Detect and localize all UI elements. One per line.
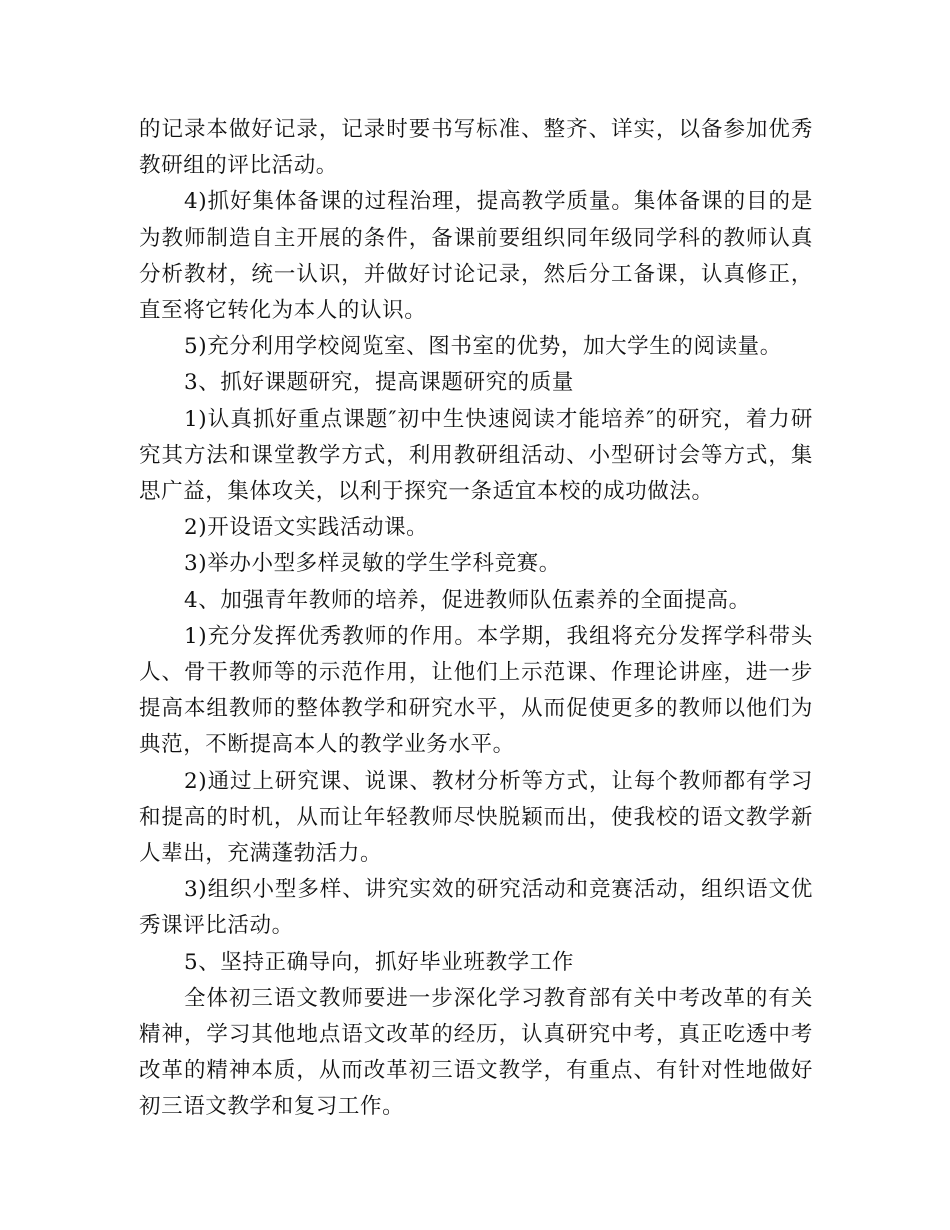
paragraph: 5)充分利用学校阅览室、图书室的优势，加大学生的阅读量。 [184,334,782,360]
paragraph: 2)开设语文实践活动课。 [184,515,429,541]
paragraph: 全体初三语文教师要进一步深化学习教育部有关中考改革的有关精神，学习其他地点语文改革的经历，认真研究中考，真正吃透中考改革的精神本质，从而改革初三语文教学，有重点、有针对性地做好初三语文教学和复习工作。 [139,985,813,1120]
paragraph: 3)组织小型多样、讲究实效的研究活动和竞赛活动，组织语文优秀课评比活动。 [139,877,813,939]
paragraph: 4)抓好集体备课的过程治理，提高教学质量。集体备课的目的是为教师制造自主开展的条件，备课前要组织同年级同学科的教师认真分析教材，统一认识，并做好讨论记录，然后分工备课，认真修正，直至将它转化为本人的认识。 [139,189,813,324]
paragraph: 的记录本做好记录，记录时要书写标准、整齐、详实，以备参加优秀教研组的评比活动。 [139,117,813,179]
section-heading: 4、加强青年教师的培养，促进教师队伍素养的全面提高。 [184,587,751,613]
paragraph: 2)通过上研究课、说课、教材分析等方式，让每个教师都有学习和提高的时机，从而让年轻教师尽快脱颖而出，使我校的语文教学新人辈出，充满蓬勃活力。 [139,768,813,867]
paragraph: 1)认真抓好重点课题″初中生快速阅读才能培养″的研究，着力研究其方法和课堂教学方式，利用教研组活动、小型研讨会等方式，集思广益，集体攻关，以利于探究一条适宜本校的成功做法。 [139,406,813,505]
paragraph: 3)举办小型多样灵敏的学生学科竞赛。 [184,551,561,577]
section-heading: 3、抓好课题研究，提高课题研究的质量 [184,370,574,396]
paragraph: 1)充分发挥优秀教师的作用。本学期，我组将充分发挥学科带头人、骨干教师等的示范作用，让他们上示范课、作理论讲座，进一步提高本组教师的整体教学和研究水平，从而促使更多的教师以他们为典范，不断提高本人的教学业务水平。 [139,623,813,758]
document-body [139,112,813,1126]
section-heading: 5、坚持正确导向，抓好毕业班教学工作 [184,949,574,975]
